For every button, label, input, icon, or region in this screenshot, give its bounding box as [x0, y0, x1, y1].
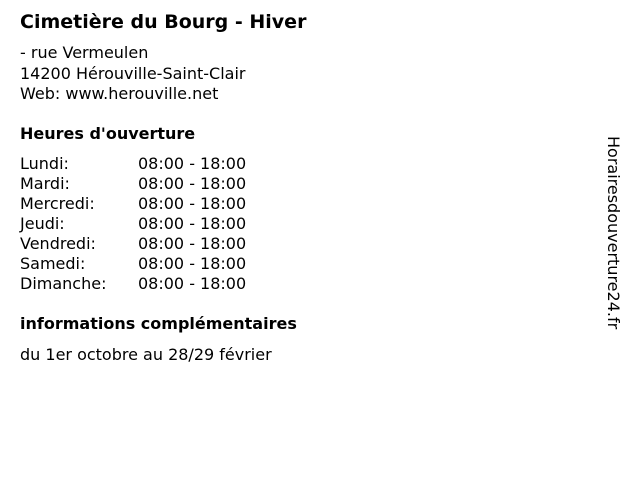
- hours-row-thursday: [20, 214, 280, 234]
- day-label: Dimanche:: [20, 274, 107, 293]
- day-hours: 08:00 - 18:00: [138, 254, 247, 273]
- hours-row-tuesday: [20, 174, 280, 194]
- address-block: [20, 43, 245, 105]
- hours-row-friday: [20, 234, 280, 254]
- additional-info-text: du 1er octobre au 28/29 février: [20, 345, 272, 364]
- day-hours: 08:00 - 18:00: [138, 194, 247, 213]
- street-line: - rue Vermeulen: [20, 43, 149, 62]
- day-label: Mardi:: [20, 174, 70, 193]
- opening-hours-heading: Heures d'ouverture: [20, 124, 196, 143]
- day-label: Lundi:: [20, 154, 69, 173]
- day-hours: 08:00 - 18:00: [138, 234, 247, 253]
- hours-row-monday: [20, 154, 280, 174]
- hours-row-sunday: [20, 274, 280, 294]
- day-label: Jeudi:: [20, 214, 65, 233]
- place-title: Cimetière du Bourg - Hiver: [20, 11, 307, 33]
- city-line: 14200 Hérouville-Saint-Clair: [20, 63, 246, 83]
- day-hours: 08:00 - 18:00: [138, 154, 247, 173]
- day-hours: 08:00 - 18:00: [138, 214, 247, 233]
- day-label: Vendredi:: [20, 234, 96, 253]
- day-label: Mercredi:: [20, 194, 95, 213]
- day-hours: 08:00 - 18:00: [138, 274, 247, 293]
- day-label: Samedi:: [20, 254, 86, 273]
- hours-row-saturday: [20, 254, 280, 274]
- additional-info-heading: informations complémentaires: [20, 314, 297, 333]
- website-line: Web: www.herouville.net: [20, 84, 219, 103]
- site-watermark: Horairesdouverture24.fr: [604, 136, 623, 330]
- opening-hours-table: [20, 154, 280, 294]
- hours-row-wednesday: [20, 194, 280, 214]
- day-hours: 08:00 - 18:00: [138, 174, 247, 193]
